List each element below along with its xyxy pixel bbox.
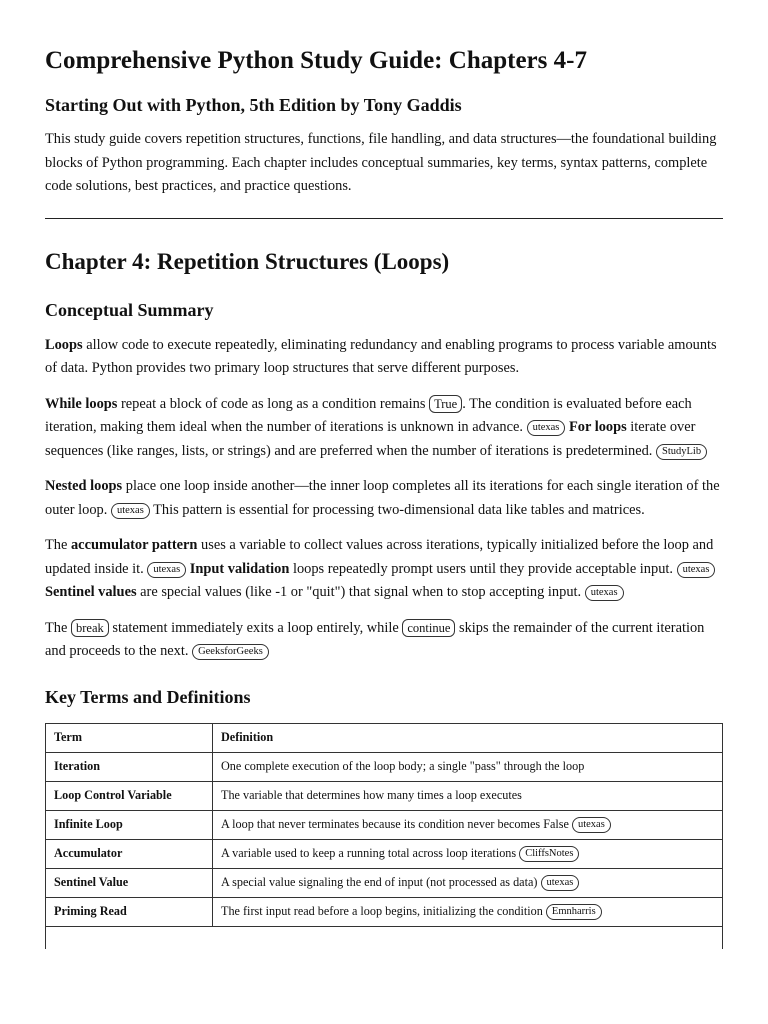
table-row bbox=[46, 839, 723, 868]
key-terms-heading: Key Terms and Definitions bbox=[45, 686, 251, 707]
definition-cell: A special value signaling the end of input (not processed as data) utexas bbox=[213, 868, 723, 897]
header-term: Term bbox=[46, 723, 213, 752]
citation-link[interactable]: utexas bbox=[585, 585, 624, 601]
term-loops: Loops bbox=[45, 336, 83, 353]
paragraph-while-for: While loops repeat a block of code as long as a condition remains True . The condition is evaluated before each iteration, making them ideal when the number of iterations is unknown in advance. utexas For loops iterate over sequences (like ranges, lists, or strings) and are preferred when the number of iterations is predetermined. StudyLib bbox=[45, 393, 723, 464]
intro-paragraph: This study guide covers repetition structures, functions, file handling, and data structures—the foundational building blocks of Python programming. Each chapter includes conceptual summaries, key terms, syntax patterns, complete code solutions, best practices, and practice questions. bbox=[45, 131, 717, 194]
definition-cell: A variable used to keep a running total across loop iterations CliffsNotes bbox=[213, 839, 723, 868]
paragraph-nested: Nested loops place one loop inside another—the inner loop completes all its iterations for each single iteration of the outer loop. utexas This pattern is essential for processing two-dimensional data like tables and matrices. bbox=[45, 478, 720, 518]
definition-cell: The first input read before a loop begins, initializing the condition Emnharris bbox=[213, 897, 723, 926]
page-subtitle: Starting Out with Python, 5th Edition by Tony Gaddis bbox=[45, 95, 462, 115]
table-row bbox=[46, 781, 723, 810]
table-row bbox=[46, 752, 723, 781]
definition-cell: A loop that never terminates because its condition never becomes False utexas bbox=[213, 810, 723, 839]
citation-link[interactable]: utexas bbox=[527, 420, 566, 436]
definition-cell: The variable that determines how many times a loop executes bbox=[213, 781, 723, 810]
citation-link[interactable]: utexas bbox=[147, 562, 186, 578]
term-cell: Sentinel Value bbox=[46, 868, 213, 897]
table-continuation bbox=[45, 927, 723, 949]
paragraph-break-continue: The break statement immediately exits a loop entirely, while continue skips the remainder of the current iteration and proceeds to the next. GeeksforGeeks bbox=[45, 619, 705, 659]
term-cell: Priming Read bbox=[46, 897, 213, 926]
citation-link[interactable]: utexas bbox=[541, 875, 580, 891]
code-continue: continue bbox=[402, 619, 455, 637]
citation-link[interactable]: utexas bbox=[677, 562, 716, 578]
key-terms-table-wrapper bbox=[45, 723, 723, 949]
table-row bbox=[46, 868, 723, 897]
citation-link[interactable]: utexas bbox=[111, 503, 150, 519]
term-while-loops: While loops bbox=[45, 395, 118, 412]
paragraph-accumulator: The accumulator pattern uses a variable to collect values across iterations, typically initialized before the loop and updated inside it. utexas Input validation loops repeatedly prompt users until they provide acceptable input. utexas Sentinel values are special values (like -1 or "quit") that signal when to stop accepting input. utexas bbox=[45, 534, 723, 605]
table-row bbox=[46, 810, 723, 839]
key-terms-table bbox=[45, 723, 723, 927]
paragraph-loops: Loops allow code to execute repeatedly, eliminating redundancy and enabling programs to process variable amounts of data. Python provides two primary loop structures that serve different purposes. bbox=[45, 336, 717, 376]
section-divider bbox=[45, 218, 723, 219]
page-title: Comprehensive Python Study Guide: Chapters 4-7 bbox=[45, 47, 587, 74]
table-row bbox=[46, 897, 723, 926]
citation-link[interactable]: Emnharris bbox=[546, 904, 602, 920]
term-cell: Accumulator bbox=[46, 839, 213, 868]
summary-heading: Conceptual Summary bbox=[45, 299, 214, 320]
term-cell: Iteration bbox=[46, 752, 213, 781]
code-break: break bbox=[71, 619, 109, 637]
citation-link[interactable]: CliffsNotes bbox=[519, 846, 579, 862]
term-input-validation: Input validation bbox=[189, 560, 290, 577]
table-header-row bbox=[46, 723, 723, 752]
citation-link[interactable]: utexas bbox=[572, 817, 611, 833]
term-accumulator-pattern: accumulator pattern bbox=[70, 537, 198, 553]
term-for-loops: For loops bbox=[569, 419, 627, 435]
term-cell: Loop Control Variable bbox=[46, 781, 213, 810]
term-sentinel-values: Sentinel values bbox=[45, 584, 137, 600]
header-definition: Definition bbox=[213, 723, 723, 752]
term-nested-loops: Nested loops bbox=[45, 478, 123, 494]
citation-link[interactable]: GeeksforGeeks bbox=[192, 644, 269, 660]
citation-link[interactable]: StudyLib bbox=[656, 444, 707, 460]
term-cell: Infinite Loop bbox=[46, 810, 213, 839]
chapter-heading: Chapter 4: Repetition Structures (Loops) bbox=[45, 248, 450, 274]
definition-cell: One complete execution of the loop body; a single "pass" through the loop bbox=[213, 752, 723, 781]
code-true: True bbox=[429, 395, 462, 413]
